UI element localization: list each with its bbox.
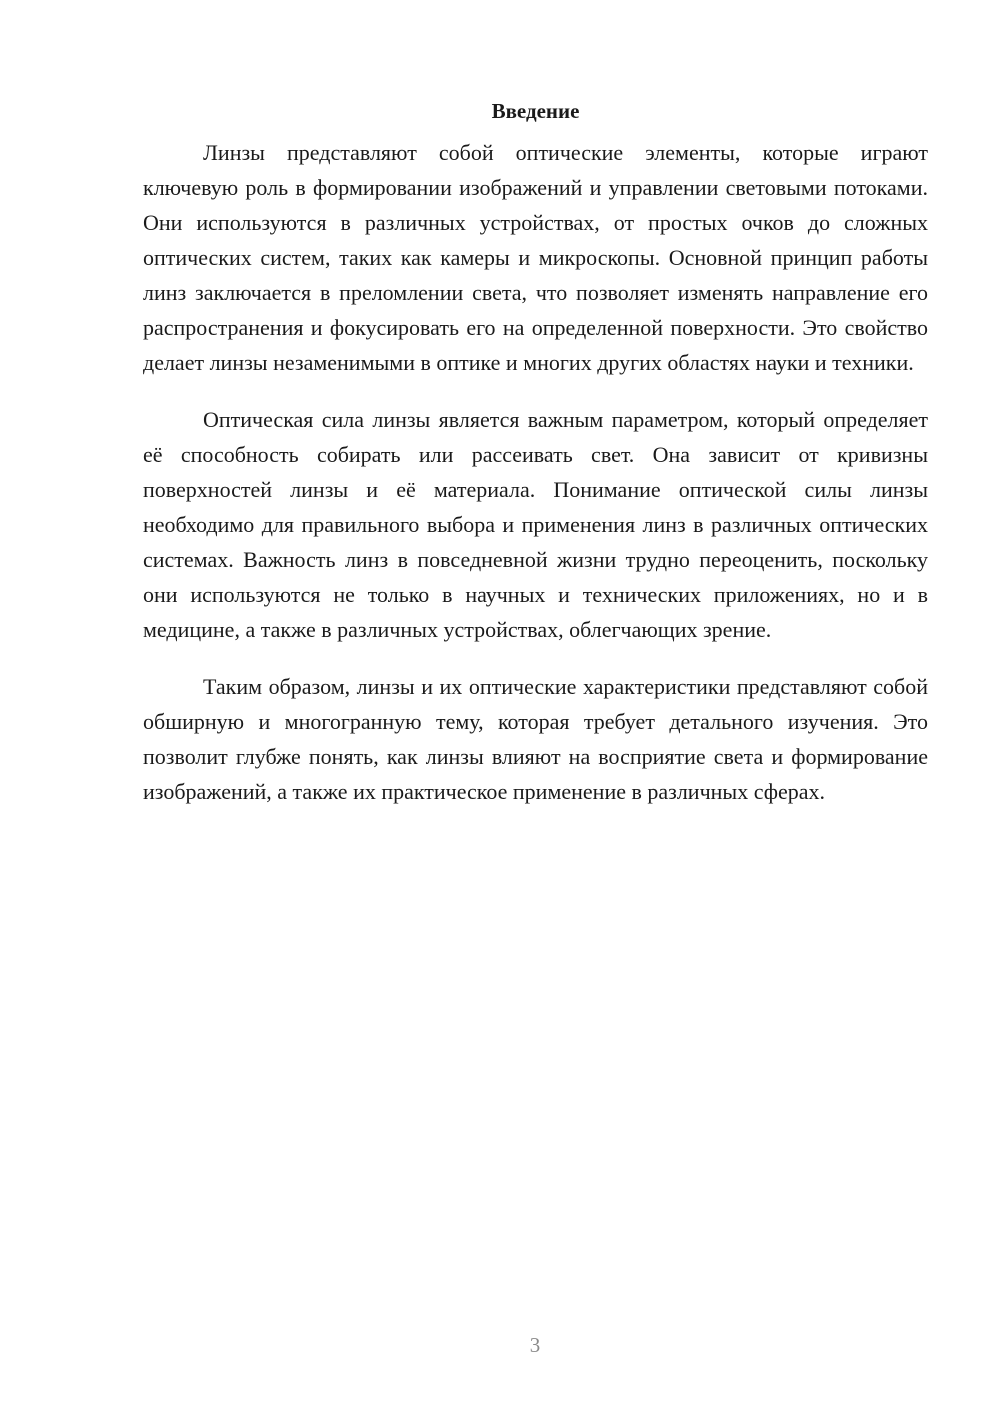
section-heading: Введение	[491, 99, 580, 123]
page-number: 3	[529, 1333, 541, 1357]
paragraph-3: Таким образом, линзы и их оптические характеристики представляют собой обширную и многогранную тему, которая требует детального изучения. Это позволит глубже понять, как линзы влияют на восприятие света и формирование изображений, а также их практическое применение в различных сферах.	[143, 674, 928, 804]
paragraph-2: Оптическая сила линзы является важным параметром, который определяет её способность собирать или рассеивать свет. Она зависит от кривизны поверхностей линзы и её материала. Понимание оптической силы линзы необходимо для правильного выбора и применения линз в различных оптических системах. Важность линз в повседневной жизни трудно переоценить, поскольку они используются не только в научных и технических приложениях, но и в медицине, а также в различных устройствах, облегчающих зрение.	[143, 407, 928, 642]
paragraph-1: Линзы представляют собой оптические элементы, которые играют ключевую роль в формировании изображений и управлении световыми потоками. Они используются в различных устройствах, от простых очков до сложных оптических систем, таких как камеры и микроскопы. Основной принцип работы линз заключается в преломлении света, что позволяет изменять направление его распространения и фокусировать его на определенной поверхности. Это свойство делает линзы незаменимыми в оптике и многих других областях науки и техники.	[143, 140, 928, 375]
page-content	[143, 95, 928, 831]
